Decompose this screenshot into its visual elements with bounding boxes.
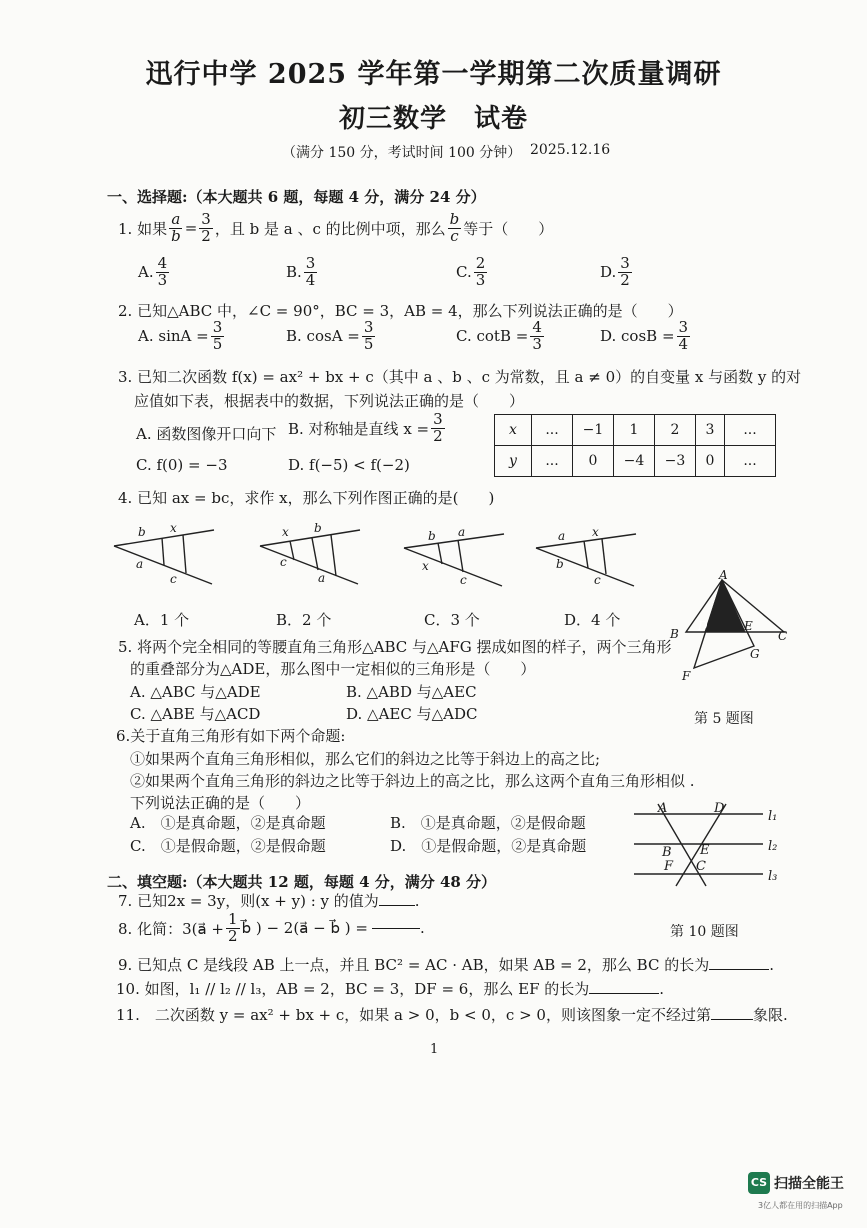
question-3-line1: 3. 已知二次函数 f(x) = ax² + bx + c（其中 a 、b 、c 为常数，且 a ≠ 0）的自变量 x 与函数 y 的对	[118, 368, 802, 386]
table-cell: 3	[696, 415, 725, 446]
q3-option-d: D. f(−5) < f(−2)	[288, 456, 410, 474]
table-cell: x	[495, 415, 532, 446]
value-table	[494, 414, 776, 477]
q5-option-d: D. △AEC 与△ADC	[346, 705, 478, 723]
table-cell: 2	[655, 415, 696, 446]
q4-option-a: A．1 个	[134, 611, 190, 629]
scanner-watermark	[748, 1172, 856, 1218]
fig-label: a	[458, 525, 466, 539]
q1-option-a: A. $\frac{4}{3}$	[138, 254, 168, 289]
table-cell: 1	[614, 415, 655, 446]
fig-label: D	[714, 801, 725, 816]
q2-option-d: D. cosB = $\frac{3}{4}$	[600, 318, 689, 353]
fig-label: x	[170, 521, 177, 535]
q4-option-c: C．3 个	[424, 611, 480, 629]
section-1-heading: 一、选择题:（本大题共 6 题，每题 4 分，满分 24 分）	[107, 188, 486, 206]
fig-label: x	[592, 525, 599, 539]
q4-figure-d	[532, 522, 642, 592]
table-cell: −3	[655, 446, 696, 477]
exam-date: 2025.12.16	[530, 142, 611, 158]
q4-option-d: D．4 个	[564, 611, 621, 629]
fig-label: B	[670, 627, 679, 641]
q1-mid: ，且 b 是 a 、c 的比例中项，那么	[214, 219, 446, 238]
fig-label: b	[138, 525, 146, 539]
fig-label: B	[662, 845, 672, 860]
fig-label: c	[280, 555, 287, 569]
q1-pre: 1. 如果	[118, 219, 168, 238]
scanner-logo-icon: CS	[748, 1172, 770, 1194]
exam-info: （满分 150 分，考试时间 100 分钟）	[282, 145, 522, 161]
question-1: 1. 如果 $\frac{a}{b}$ = $\frac{3}{2}$ ，且 b 是 a 、c 的比例中项，那么 $\frac{b}{c}$ 等于（ ）	[118, 210, 554, 245]
fig-label: c	[460, 573, 467, 587]
fig-label: C	[778, 629, 788, 643]
table-cell: 0	[696, 446, 725, 477]
q5-figure	[666, 568, 796, 688]
q5-figure-caption: 第 5 题图	[694, 711, 754, 727]
fig-label: G	[750, 647, 760, 661]
q1-post: 等于（ ）	[463, 219, 554, 238]
table-cell: ...	[532, 446, 573, 477]
fig-label: a	[558, 529, 566, 543]
page-number: 1	[430, 1042, 439, 1057]
table-cell: −1	[573, 415, 614, 446]
q3-option-a: A. 函数图像开口向下	[136, 425, 277, 443]
q4-option-b: B．2 个	[276, 611, 332, 629]
fig-label: l₁	[768, 809, 778, 824]
fig-label: a	[318, 571, 326, 585]
table-row-y	[495, 446, 776, 477]
frac-3-2: $\frac{3}{2}$	[201, 210, 211, 245]
frac-b-c: $\frac{b}{c}$	[449, 210, 460, 245]
question-5-line2: 的重叠部分为△ADE，那么图中一定相似的三角形是（ ）	[130, 660, 536, 678]
table-row-x	[495, 415, 776, 446]
fig-label: b	[428, 529, 436, 543]
question-6-line1: 6.关于直角三角形有如下两个命题:	[116, 727, 346, 745]
fig-label: A	[719, 568, 728, 582]
fig-label: E	[744, 619, 753, 633]
q4-figure-b	[256, 520, 366, 590]
frac-a-b: $\frac{a}{b}$	[171, 210, 181, 245]
table-cell: −4	[614, 446, 655, 477]
question-6-line3: ②如果两个直角三角形的斜边之比等于斜边上的高之比，那么这两个直角三角形相似 .	[130, 772, 695, 790]
section-2-heading: 二、填空题:（本大题共 12 题，每题 4 分，满分 48 分）	[107, 873, 497, 891]
fig-label: A	[658, 801, 668, 816]
q5-option-a: A. △ABC 与△ADE	[130, 683, 261, 701]
question-5-line1: 5. 将两个完全相同的等腰直角三角形△ABC 与△AFG 摆成如图的样子，两个三角形	[118, 638, 672, 656]
q5-option-b: B. △ABD 与△AEC	[346, 683, 477, 701]
q6-option-b: B. ①是真命题，②是假命题	[390, 814, 586, 832]
fig-label: b	[314, 521, 322, 535]
q2-option-b: B. cosA = $\frac{3}{5}$	[286, 318, 374, 353]
fig-label: b	[556, 557, 564, 571]
scanner-tagline: 3亿人都在用的扫描App	[758, 1201, 843, 1210]
scanner-name: 扫描全能王	[774, 1176, 844, 1192]
fig-label: c	[170, 572, 177, 586]
q10-figure	[628, 800, 798, 890]
fig-label: C	[696, 859, 706, 874]
fig-label: c	[594, 573, 601, 587]
q3-option-c: C. f(0) = −3	[136, 456, 228, 474]
fig-label: l₂	[768, 839, 778, 854]
q10-figure-caption: 第 10 题图	[670, 924, 739, 940]
exam-title: 迅行中学 2025 学年第一学期第二次质量调研	[145, 59, 722, 90]
table-cell: ...	[532, 415, 573, 446]
q1-option-c: C. $\frac{2}{3}$	[456, 254, 486, 289]
q5-option-c: C. △ABE 与△ACD	[130, 705, 261, 723]
fig-label: l₃	[768, 869, 778, 884]
q2-option-c: C. cotB = $\frac{4}{3}$	[456, 318, 542, 353]
question-9: 9. 已知点 C 是线段 AB 上一点，并且 BC² = AC · AB，如果 AB = 2，那么 BC 的长为 .	[118, 956, 774, 974]
table-cell: 0	[573, 446, 614, 477]
fig-label: E	[700, 843, 710, 858]
question-11: 11. 二次函数 y = ax² + bx + c，如果 a > 0，b < 0，c > 0，则该图象一定不经过第 象限.	[116, 1006, 788, 1024]
fig-label: D	[698, 619, 708, 633]
question-10: 10. 如图，l₁ // l₂ // l₃，AB = 2，BC = 3，DF = 6，那么 EF 的长为 .	[116, 980, 665, 998]
question-3-line2: 应值如下表，根据表中的数据，下列说法正确的是（ ）	[134, 392, 525, 410]
exam-subtitle: 初三数学 试卷	[338, 104, 528, 134]
fig-label: x	[422, 559, 429, 573]
question-8: 8. 化简：3(a⃗ + $\frac{1}{2}$ b⃗ ) − 2(a⃗ − b⃗ ) = .	[118, 910, 425, 945]
question-4: 4. 已知 ax = bc，求作 x，那么下列作图正确的是( )	[118, 489, 495, 507]
q1-option-d: D. $\frac{3}{2}$	[600, 254, 630, 289]
fig-label: a	[136, 557, 144, 571]
question-2: 2. 已知△ABC 中，∠C = 90°，BC = 3，AB = 4，那么下列说法正确的是（ ）	[118, 302, 683, 320]
q6-option-d: D. ①是假命题，②是真命题	[390, 837, 587, 855]
q6-option-a: A. ①是真命题，②是真命题	[130, 814, 326, 832]
question-6-line4: 下列说法正确的是（ ）	[130, 794, 311, 812]
table-cell: ...	[725, 415, 776, 446]
table-cell: ...	[725, 446, 776, 477]
q4-figure-c	[400, 522, 510, 592]
fig-label: x	[282, 525, 289, 539]
q1-option-b: B. $\frac{3}{4}$	[286, 254, 316, 289]
question-6-line2: ①如果两个直角三角形相似，那么它们的斜边之比等于斜边上的高之比;	[130, 750, 601, 768]
fig-label: F	[664, 859, 674, 874]
q2-option-a: A. sinA = $\frac{3}{5}$	[138, 318, 223, 353]
q4-figure-a	[110, 520, 220, 590]
table-cell: y	[495, 446, 532, 477]
question-7: 7. 已知2x = 3y，则(x + y) : y 的值为 .	[118, 892, 420, 910]
q3-option-b: B. 对称轴是直线 x = $\frac{3}{2}$	[288, 410, 443, 445]
q6-option-c: C. ①是假命题，②是假命题	[130, 837, 326, 855]
fig-label: F	[682, 669, 691, 683]
